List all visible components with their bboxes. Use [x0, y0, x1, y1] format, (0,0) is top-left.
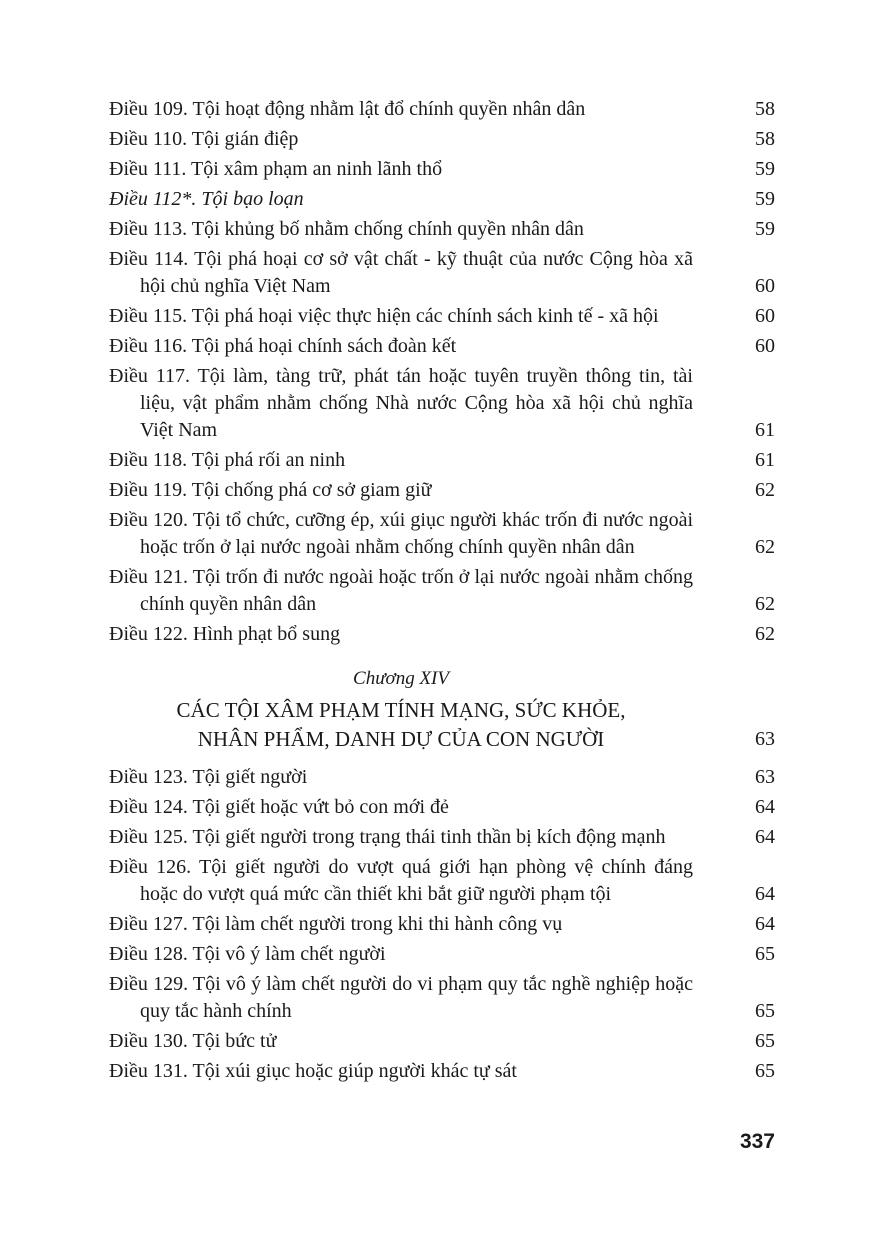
toc-entry-title: Điều 116. Tội phá hoại chính sách đoàn kết — [109, 335, 457, 357]
toc-entry — [109, 911, 775, 938]
toc-entry-page: 62 — [755, 593, 775, 615]
toc-entry-title: Điều 110. Tội gián điệp — [109, 128, 299, 150]
toc-entry — [109, 186, 775, 213]
toc-entry-page: 64 — [755, 883, 775, 905]
toc-entry-page: 59 — [755, 188, 775, 210]
toc-entry — [109, 333, 775, 360]
toc-entry-page: 60 — [755, 335, 775, 357]
toc-entry-page: 61 — [755, 449, 775, 471]
toc-entry — [109, 1028, 775, 1055]
toc-entry — [109, 854, 775, 908]
toc-entry — [109, 216, 775, 243]
toc-section-bottom — [109, 764, 775, 1085]
toc-entry — [109, 246, 775, 300]
toc-entry-page: 65 — [755, 943, 775, 965]
toc-entry — [109, 96, 775, 123]
toc-entry — [109, 794, 775, 821]
toc-entry — [109, 126, 775, 153]
toc-entry — [109, 1058, 775, 1085]
toc-entry-title: Điều 117. Tội làm, tàng trữ, phát tán hoặc tuyên truyền thông tin, tài liệu, vật phẩm nhằm chống Nhà nước Cộng hòa xã hội chủ nghĩa Việt Nam — [109, 365, 693, 441]
toc-entry-page: 64 — [755, 826, 775, 848]
toc-entry-title: Điều 131. Tội xúi giục hoặc giúp người khác tự sát — [109, 1060, 517, 1082]
toc-entry-title: Điều 121. Tội trốn đi nước ngoài hoặc trốn ở lại nước ngoài nhằm chống chính quyền nhân dân — [109, 566, 693, 615]
toc-entry-title: Điều 130. Tội bức tử — [109, 1030, 277, 1052]
toc-entry-title: Điều 114. Tội phá hoại cơ sở vật chất - kỹ thuật của nước Cộng hòa xã hội chủ nghĩa Việt Nam — [109, 248, 693, 297]
toc-entry — [109, 824, 775, 851]
toc-section-top — [109, 96, 775, 648]
toc-entry-title: Điều 120. Tội tổ chức, cưỡng ép, xúi giục người khác trốn đi nước ngoài hoặc trốn ở lại nước ngoài nhằm chống chính quyền nhân dân — [109, 509, 693, 558]
toc-entry-title: Điều 111. Tội xâm phạm an ninh lãnh thổ — [109, 158, 443, 180]
toc-entry — [109, 564, 775, 618]
toc-entry-title: Điều 113. Tội khủng bố nhằm chống chính quyền nhân dân — [109, 218, 584, 240]
toc-entry-title: Điều 109. Tội hoạt động nhằm lật đổ chính quyền nhân dân — [109, 98, 586, 120]
toc-entry — [109, 507, 775, 561]
toc-entry — [109, 477, 775, 504]
toc-entry — [109, 303, 775, 330]
toc-entry-title: Điều 118. Tội phá rối an ninh — [109, 449, 346, 471]
page-number: 337 — [739, 1130, 775, 1153]
toc-entry-page: 59 — [755, 218, 775, 240]
toc-entry-page: 65 — [755, 1000, 775, 1022]
toc-entry-title: Điều 123. Tội giết người — [109, 766, 308, 788]
chapter-heading — [109, 666, 775, 754]
toc-entry — [109, 156, 775, 183]
toc-entry-title: Điều 112*. Tội bạo loạn — [109, 188, 304, 210]
toc-entry-page: 62 — [755, 479, 775, 501]
toc-entry-page: 64 — [755, 796, 775, 818]
toc-entry-page: 62 — [755, 536, 775, 558]
chapter-page-number: 63 — [755, 728, 775, 750]
toc-entry-title: Điều 127. Tội làm chết người trong khi thi hành công vụ — [109, 913, 563, 935]
toc-entry-title: Điều 122. Hình phạt bổ sung — [109, 623, 341, 645]
toc-entry-page: 63 — [755, 766, 775, 788]
chapter-title-line-2: NHÂN PHẨM, DANH DỰ CỦA CON NGƯỜI — [197, 727, 605, 751]
toc-entry-page: 60 — [755, 275, 775, 297]
toc-entry-title: Điều 129. Tội vô ý làm chết người do vi phạm quy tắc nghề nghiệp hoặc quy tắc hành chính — [109, 973, 693, 1022]
table-of-contents — [109, 96, 775, 1088]
toc-entry — [109, 447, 775, 474]
toc-entry-title: Điều 125. Tội giết người trong trạng thái tinh thần bị kích động mạnh — [109, 826, 666, 848]
toc-entry — [109, 971, 775, 1025]
chapter-title — [109, 696, 775, 754]
toc-entry-page: 58 — [755, 98, 775, 120]
toc-entry-page: 59 — [755, 158, 775, 180]
toc-entry — [109, 941, 775, 968]
toc-entry-page: 65 — [755, 1060, 775, 1082]
toc-entry-title: Điều 119. Tội chống phá cơ sở giam giữ — [109, 479, 432, 501]
toc-entry-page: 58 — [755, 128, 775, 150]
toc-entry-title: Điều 115. Tội phá hoại việc thực hiện các chính sách kinh tế - xã hội — [109, 305, 659, 327]
toc-entry — [109, 363, 775, 444]
toc-entry-page: 60 — [755, 305, 775, 327]
toc-entry — [109, 764, 775, 791]
chapter-title-line-1: CÁC TỘI XÂM PHẠM TÍNH MẠNG, SỨC KHỎE, — [176, 698, 626, 722]
toc-entry-page: 62 — [755, 623, 775, 645]
toc-entry-title: Điều 124. Tội giết hoặc vứt bỏ con mới đẻ — [109, 796, 449, 818]
toc-entry-page: 61 — [755, 419, 775, 441]
toc-entry-page: 65 — [755, 1030, 775, 1052]
toc-entry-title: Điều 126. Tội giết người do vượt quá giới hạn phòng vệ chính đáng hoặc do vượt quá mức cần thiết khi bắt giữ người phạm tội — [109, 856, 693, 905]
toc-entry-title: Điều 128. Tội vô ý làm chết người — [109, 943, 386, 965]
toc-entry-page: 64 — [755, 913, 775, 935]
chapter-label: Chương XIV — [353, 668, 449, 689]
toc-entry — [109, 621, 775, 648]
